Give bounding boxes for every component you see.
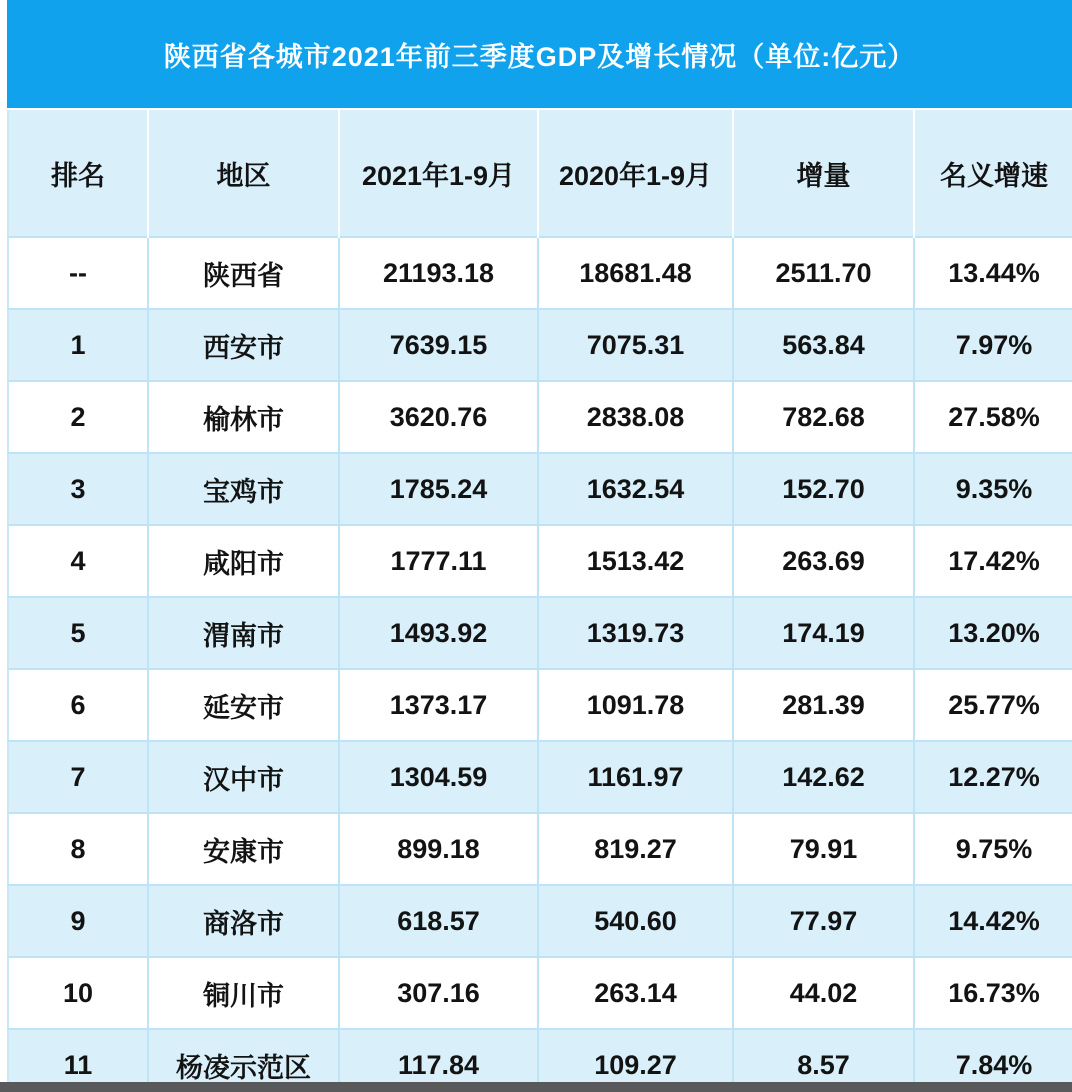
- cell-gdp-2020: 1091.78: [538, 669, 733, 741]
- column-header-rank: 排名: [8, 109, 148, 237]
- cell-gdp-2021: 1785.24: [339, 453, 538, 525]
- cell-gdp-2021: 1373.17: [339, 669, 538, 741]
- cell-growth-rate: 13.20%: [914, 597, 1072, 669]
- cell-increment: 782.68: [733, 381, 914, 453]
- cell-region: 商洛市: [148, 885, 339, 957]
- cell-region: 延安市: [148, 669, 339, 741]
- cell-region: 西安市: [148, 309, 339, 381]
- cell-increment: 2511.70: [733, 237, 914, 309]
- cell-growth-rate: 9.35%: [914, 453, 1072, 525]
- table-body: [8, 237, 1072, 1092]
- cell-increment: 263.69: [733, 525, 914, 597]
- column-header-gdp-2021: 2021年1-9月: [339, 109, 538, 237]
- cell-gdp-2021: 618.57: [339, 885, 538, 957]
- cell-gdp-2021: 21193.18: [339, 237, 538, 309]
- cell-region: 安康市: [148, 813, 339, 885]
- cell-gdp-2020: 263.14: [538, 957, 733, 1029]
- cell-increment: 152.70: [733, 453, 914, 525]
- cell-gdp-2020: 2838.08: [538, 381, 733, 453]
- cell-gdp-2021: 1304.59: [339, 741, 538, 813]
- cell-growth-rate: 16.73%: [914, 957, 1072, 1029]
- cell-growth-rate: 7.84%: [914, 1029, 1072, 1092]
- column-header-growth-rate: 名义增速: [914, 109, 1072, 237]
- cell-increment: 142.62: [733, 741, 914, 813]
- footer-bar: [0, 1082, 1072, 1092]
- cell-increment: 77.97: [733, 885, 914, 957]
- table-title: 陕西省各城市2021年前三季度GDP及增长情况（单位:亿元）: [163, 41, 916, 72]
- cell-increment: 281.39: [733, 669, 914, 741]
- column-header-region: 地区: [148, 109, 339, 237]
- table-row: [8, 957, 1072, 1029]
- cell-gdp-2020: 819.27: [538, 813, 733, 885]
- cell-rank: 10: [8, 957, 148, 1029]
- cell-rank: 5: [8, 597, 148, 669]
- cell-increment: 79.91: [733, 813, 914, 885]
- table-row: [8, 597, 1072, 669]
- cell-gdp-2020: 7075.31: [538, 309, 733, 381]
- cell-rank: 7: [8, 741, 148, 813]
- table-row: [8, 453, 1072, 525]
- cell-gdp-2021: 899.18: [339, 813, 538, 885]
- cell-gdp-2020: 109.27: [538, 1029, 733, 1092]
- cell-increment: 44.02: [733, 957, 914, 1029]
- table-row: [8, 885, 1072, 957]
- header-row: [8, 109, 1072, 237]
- table-row: [8, 741, 1072, 813]
- cell-gdp-2020: 18681.48: [538, 237, 733, 309]
- cell-region: 汉中市: [148, 741, 339, 813]
- cell-growth-rate: 9.75%: [914, 813, 1072, 885]
- table-row: [8, 381, 1072, 453]
- cell-rank: --: [8, 237, 148, 309]
- cell-region: 渭南市: [148, 597, 339, 669]
- table-title-bar: [7, 0, 1072, 108]
- cell-gdp-2020: 1161.97: [538, 741, 733, 813]
- cell-gdp-2020: 540.60: [538, 885, 733, 957]
- cell-gdp-2021: 307.16: [339, 957, 538, 1029]
- cell-growth-rate: 17.42%: [914, 525, 1072, 597]
- cell-growth-rate: 7.97%: [914, 309, 1072, 381]
- table-row: [8, 237, 1072, 309]
- cell-region: 宝鸡市: [148, 453, 339, 525]
- table-row: [8, 669, 1072, 741]
- cell-region: 陕西省: [148, 237, 339, 309]
- cell-gdp-2021: 1493.92: [339, 597, 538, 669]
- cell-increment: 563.84: [733, 309, 914, 381]
- cell-growth-rate: 27.58%: [914, 381, 1072, 453]
- cell-rank: 11: [8, 1029, 148, 1092]
- cell-rank: 4: [8, 525, 148, 597]
- gdp-table: [7, 108, 1072, 1092]
- cell-region: 榆林市: [148, 381, 339, 453]
- cell-rank: 6: [8, 669, 148, 741]
- column-header-gdp-2020: 2020年1-9月: [538, 109, 733, 237]
- cell-gdp-2021: 117.84: [339, 1029, 538, 1092]
- table-row: [8, 813, 1072, 885]
- table-row: [8, 309, 1072, 381]
- cell-increment: 174.19: [733, 597, 914, 669]
- cell-region: 杨凌示范区: [148, 1029, 339, 1092]
- cell-growth-rate: 13.44%: [914, 237, 1072, 309]
- column-header-increment: 增量: [733, 109, 914, 237]
- cell-gdp-2021: 7639.15: [339, 309, 538, 381]
- table-row: [8, 525, 1072, 597]
- cell-gdp-2020: 1513.42: [538, 525, 733, 597]
- cell-gdp-2020: 1632.54: [538, 453, 733, 525]
- cell-rank: 1: [8, 309, 148, 381]
- cell-growth-rate: 25.77%: [914, 669, 1072, 741]
- cell-growth-rate: 12.27%: [914, 741, 1072, 813]
- cell-rank: 8: [8, 813, 148, 885]
- cell-increment: 8.57: [733, 1029, 914, 1092]
- cell-growth-rate: 14.42%: [914, 885, 1072, 957]
- cell-rank: 9: [8, 885, 148, 957]
- cell-rank: 2: [8, 381, 148, 453]
- cell-gdp-2021: 3620.76: [339, 381, 538, 453]
- cell-rank: 3: [8, 453, 148, 525]
- cell-gdp-2021: 1777.11: [339, 525, 538, 597]
- cell-region: 铜川市: [148, 957, 339, 1029]
- cell-gdp-2020: 1319.73: [538, 597, 733, 669]
- cell-region: 咸阳市: [148, 525, 339, 597]
